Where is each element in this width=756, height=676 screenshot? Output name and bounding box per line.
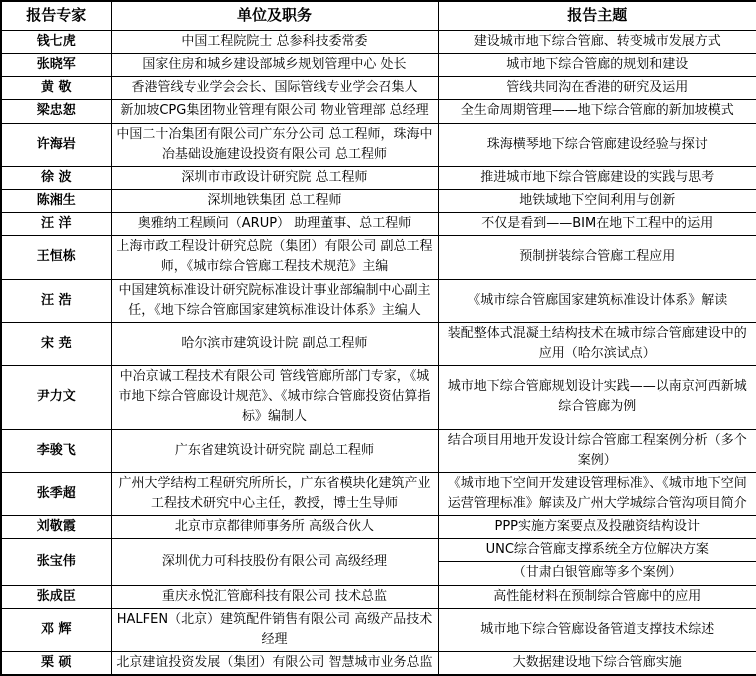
expert-name-cell: 黄 敬 bbox=[1, 77, 111, 100]
report-topic-cell: UNC综合管廊支撑系统全方位解决方案 bbox=[438, 539, 756, 562]
table-row bbox=[1, 279, 756, 322]
expert-name-cell: 张成臣 bbox=[1, 585, 111, 608]
org-position-cell: 哈尔滨市建筑设计院 副总工程师 bbox=[111, 322, 438, 365]
report-topic-cell: 不仅是看到——BIM在地下工程中的运用 bbox=[438, 213, 756, 236]
org-position-cell: 广东省建筑设计研究院 副总工程师 bbox=[111, 429, 438, 472]
org-position-cell: 广州大学结构工程研究所所长，广东省模块化建筑产业工程技术研究中心主任，教授，博士生导师 bbox=[111, 472, 438, 515]
expert-name-cell: 陈湘生 bbox=[1, 189, 111, 212]
org-position-cell: 中国二十冶集团有限公司广东分公司 总工程师，珠海中冶基础设施建设投资有限公司 总工程师 bbox=[111, 123, 438, 166]
expert-name-cell: 钱七虎 bbox=[1, 31, 111, 54]
expert-name-cell: 汪 浩 bbox=[1, 279, 111, 322]
org-position-cell: 奥雅纳工程顾问（ARUP） 助理董事、总工程师 bbox=[111, 213, 438, 236]
report-topic-cell: 城市地下综合管廊规划设计实践——以南京河西新城综合管廊为例 bbox=[438, 366, 756, 429]
report-topic-cell: 建设城市地下综合管廊、转变城市发展方式 bbox=[438, 31, 756, 54]
table-row bbox=[1, 585, 756, 608]
report-topic-cell: PPP实施方案要点及投融资结构设计 bbox=[438, 516, 756, 539]
expert-name-cell: 李骏飞 bbox=[1, 429, 111, 472]
expert-name-cell: 尹力文 bbox=[1, 366, 111, 429]
expert-name-cell: 张晓军 bbox=[1, 54, 111, 77]
org-position-cell: 上海市政工程设计研究总院（集团）有限公司 副总工程师，《城市综合管廊工程技术规范》主编 bbox=[111, 236, 438, 279]
table-row bbox=[1, 213, 756, 236]
expert-name-cell: 栗 硕 bbox=[1, 651, 111, 675]
report-topic-cell: 大数据建设地下综合管廊实施 bbox=[438, 651, 756, 675]
table-row bbox=[1, 472, 756, 515]
report-topic-cell: 《城市地下空间开发建设管理标准》、《城市地下空间运营管理标准》解读及广州大学城综合管沟项目简介 bbox=[438, 472, 756, 515]
report-topic-cell: 装配整体式混凝土结构技术在城市综合管廊建设中的应用（哈尔滨试点） bbox=[438, 322, 756, 365]
table-row bbox=[1, 608, 756, 651]
table-row bbox=[1, 516, 756, 539]
table-row bbox=[1, 322, 756, 365]
report-topic-cell: 预制拼装综合管廊工程应用 bbox=[438, 236, 756, 279]
expert-name-cell: 汪 洋 bbox=[1, 213, 111, 236]
col-header-org: 单位及职务 bbox=[111, 1, 438, 31]
expert-name-cell: 梁忠恕 bbox=[1, 100, 111, 123]
org-position-cell: 香港管线专业学会会长、国际管线专业学会召集人 bbox=[111, 77, 438, 100]
expert-name-cell: 邓 辉 bbox=[1, 608, 111, 651]
org-position-cell: 北京市京都律师事务所 高级合伙人 bbox=[111, 516, 438, 539]
org-position-cell: 中国工程院院士 总参科技委常委 bbox=[111, 31, 438, 54]
report-topic-cell: （甘肃白银管廊等多个案例） bbox=[438, 562, 756, 585]
expert-name-cell: 王恒栋 bbox=[1, 236, 111, 279]
org-position-cell: 中国建筑标准设计研究院标准设计事业部编制中心副主任，《地下综合管廊国家建筑标准设计体系》主编人 bbox=[111, 279, 438, 322]
expert-table-header bbox=[1, 1, 756, 31]
report-topic-cell: 城市地下综合管廊设备管道支撑技术综述 bbox=[438, 608, 756, 651]
report-topic-cell: 高性能材料在预制综合管廊中的应用 bbox=[438, 585, 756, 608]
col-header-expert: 报告专家 bbox=[1, 1, 111, 31]
report-topic-cell: 全生命周期管理——地下综合管廊的新加坡模式 bbox=[438, 100, 756, 123]
report-topic-cell: 结合项目用地开发设计综合管廊工程案例分析（多个案例） bbox=[438, 429, 756, 472]
report-topic-cell: 管线共同沟在香港的研究及运用 bbox=[438, 77, 756, 100]
table-row bbox=[1, 366, 756, 429]
expert-name-cell: 徐 波 bbox=[1, 166, 111, 189]
table-row bbox=[1, 31, 756, 54]
org-position-cell: 新加坡CPG集团物业管理有限公司 物业管理部 总经理 bbox=[111, 100, 438, 123]
table-row bbox=[1, 166, 756, 189]
header-row bbox=[1, 1, 756, 31]
table-row bbox=[1, 100, 756, 123]
expert-table-body bbox=[1, 31, 756, 676]
table-row bbox=[1, 54, 756, 77]
table-row bbox=[1, 123, 756, 166]
report-topic-cell: 《城市综合管廊国家建筑标准设计体系》解读 bbox=[438, 279, 756, 322]
org-position-cell: 中冶京诚工程技术有限公司 管线管廊所部门专家，《城市地下综合管廊设计规范》、《城市综合管廊投资估算指标》编制人 bbox=[111, 366, 438, 429]
report-topic-cell: 城市地下综合管廊的规划和建设 bbox=[438, 54, 756, 77]
table-row bbox=[1, 651, 756, 675]
org-position-cell: 深圳优力可科技股份有限公司 高级经理 bbox=[111, 539, 438, 585]
expert-name-cell: 刘敬霞 bbox=[1, 516, 111, 539]
expert-name-cell: 宋 尭 bbox=[1, 322, 111, 365]
org-position-cell: 北京建谊投资发展（集团）有限公司 智慧城市业务总监 bbox=[111, 651, 438, 675]
expert-name-cell: 张季超 bbox=[1, 472, 111, 515]
expert-name-cell: 张宝伟 bbox=[1, 539, 111, 585]
org-position-cell: 深圳市市政设计研究院 总工程师 bbox=[111, 166, 438, 189]
table-row bbox=[1, 429, 756, 472]
report-topic-cell: 地铁域地下空间利用与创新 bbox=[438, 189, 756, 212]
table-row bbox=[1, 236, 756, 279]
expert-name-cell: 许海岩 bbox=[1, 123, 111, 166]
org-position-cell: 国家住房和城乡建设部城乡规划管理中心 处长 bbox=[111, 54, 438, 77]
table-row bbox=[1, 539, 756, 562]
org-position-cell: 深圳地铁集团 总工程师 bbox=[111, 189, 438, 212]
org-position-cell: 重庆永悦汇管廊科技有限公司 技术总监 bbox=[111, 585, 438, 608]
table-row bbox=[1, 77, 756, 100]
org-position-cell: HALFEN（北京）建筑配件销售有限公司 高级产品技术经理 bbox=[111, 608, 438, 651]
report-topic-cell: 珠海横琴地下综合管廊建设经验与探讨 bbox=[438, 123, 756, 166]
report-topic-cell: 推进城市地下综合管廊建设的实践与思考 bbox=[438, 166, 756, 189]
table-row bbox=[1, 189, 756, 212]
col-header-topic: 报告主题 bbox=[438, 1, 756, 31]
